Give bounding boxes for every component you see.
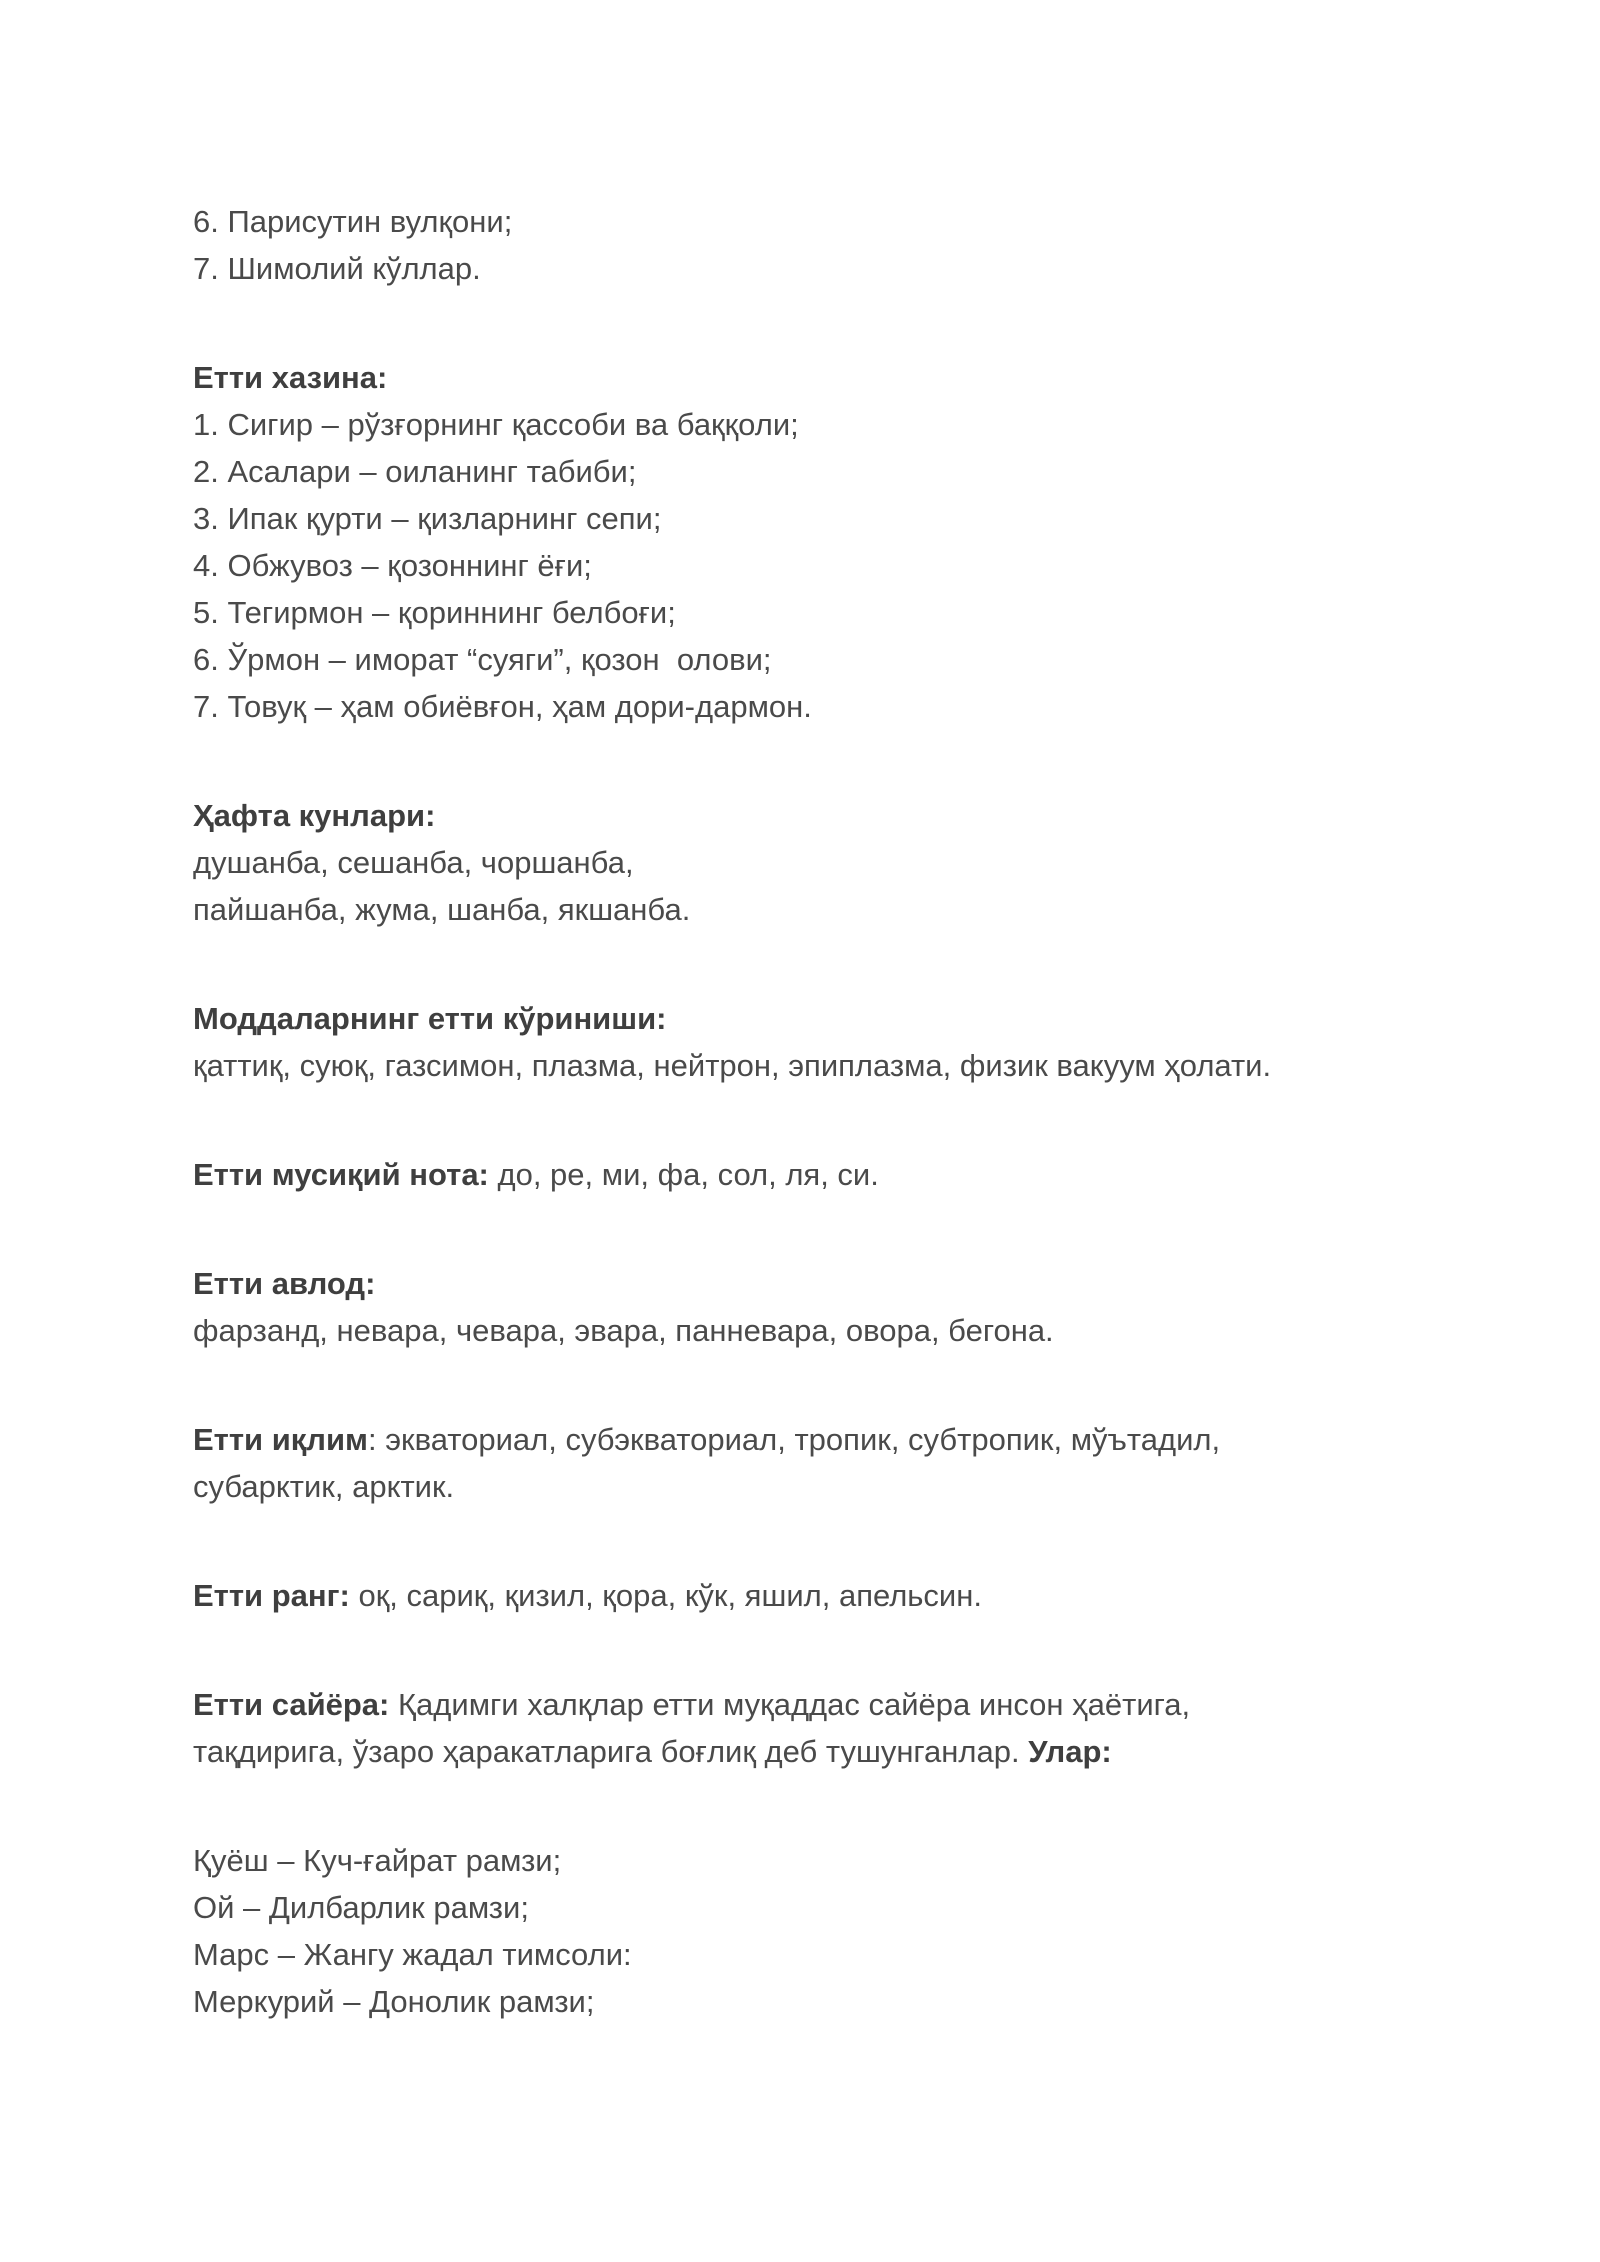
inline-text: оқ, сариқ, қизил, қора, кўк, яшил, апельсин. <box>349 1578 982 1613</box>
inline-text: Қадимги халқлар етти муқаддас сайёра инсон ҳаётига, <box>389 1687 1191 1722</box>
section-heading: Моддаларнинг етти кўриниши: <box>193 1001 667 1036</box>
planets-section <box>193 1681 1443 1775</box>
paragraph-line <box>193 1681 1443 1728</box>
inline-label: Етти мусиқий нота: <box>193 1157 489 1192</box>
paragraph-line: субарктик, арктик. <box>193 1469 455 1504</box>
inline-text: до, ре, ми, фа, сол, ля, си. <box>488 1157 879 1192</box>
weekdays-section <box>193 792 1443 933</box>
list-item: Меркурий – Донолик рамзи; <box>193 1984 595 2019</box>
list-item: 1. Сигир – рўзғорнинг қассоби ва баққоли; <box>193 407 799 442</box>
paragraph-line: қаттиқ, суюқ, газсимон, плазма, нейтрон, эпиплазма, физик вакуум ҳолати. <box>193 1048 1272 1083</box>
paragraph-line: пайшанба, жума, шанба, якшанба. <box>193 892 691 927</box>
list-item: 3. Ипак қурти – қизларнинг сепи; <box>193 501 662 536</box>
section-heading: Етти хазина: <box>193 360 388 395</box>
inline-label: Улар: <box>1028 1734 1112 1769</box>
section-heading: Етти авлод: <box>193 1266 376 1301</box>
inline-text: тақдирига, ўзаро ҳаракатларига боғлиқ деб тушунганлар. <box>193 1734 1029 1769</box>
inline-label: Етти сайёра: <box>193 1687 390 1722</box>
paragraph-line <box>193 1151 1443 1198</box>
list-item: 7. Шимолий кўллар. <box>193 251 481 286</box>
list-item: Марс – Жангу жадал тимсоли: <box>193 1937 632 1972</box>
seven-treasures-section <box>193 354 1443 730</box>
list-item: Қуёш – Куч-ғайрат рамзи; <box>193 1843 562 1878</box>
paragraph-line: душанба, сешанба, чоршанба, <box>193 845 634 880</box>
inline-text: : экваториал, субэкваториал, тропик, субтропик, мўътадил, <box>367 1422 1221 1457</box>
paragraph-line: фарзанд, невара, чевара, эвара, панневара, овора, бегона. <box>193 1313 1054 1348</box>
document-body <box>193 198 1443 2025</box>
planets-list <box>193 1837 1443 2025</box>
section-heading: Ҳафта кунлари: <box>193 798 436 833</box>
musical-notes-section <box>193 1151 1443 1198</box>
list-item: 7. Товуқ – ҳам обиёвғон, ҳам дори-дармон. <box>193 689 812 724</box>
list-item: 6. Ўрмон – иморат “суяги”, қозон олови; <box>193 642 772 677</box>
inline-label: Етти ранг: <box>193 1578 350 1613</box>
list-item: 4. Обжувоз – қозоннинг ёғи; <box>193 548 592 583</box>
paragraph-line <box>193 1416 1443 1463</box>
paragraph-line <box>193 1572 1443 1619</box>
intro-list <box>193 198 1443 292</box>
list-item: 5. Тегирмон – қориннинг белбоғи; <box>193 595 676 630</box>
list-item: 6. Парисутин вулқони; <box>193 204 513 239</box>
matter-forms-section <box>193 995 1443 1089</box>
list-item: 2. Асалари – оиланинг табиби; <box>193 454 637 489</box>
climates-section <box>193 1416 1443 1510</box>
colors-section <box>193 1572 1443 1619</box>
inline-label: Етти иқлим <box>193 1422 368 1457</box>
generations-section <box>193 1260 1443 1354</box>
list-item: Ой – Дилбарлик рамзи; <box>193 1890 529 1925</box>
paragraph-line <box>193 1728 1443 1775</box>
